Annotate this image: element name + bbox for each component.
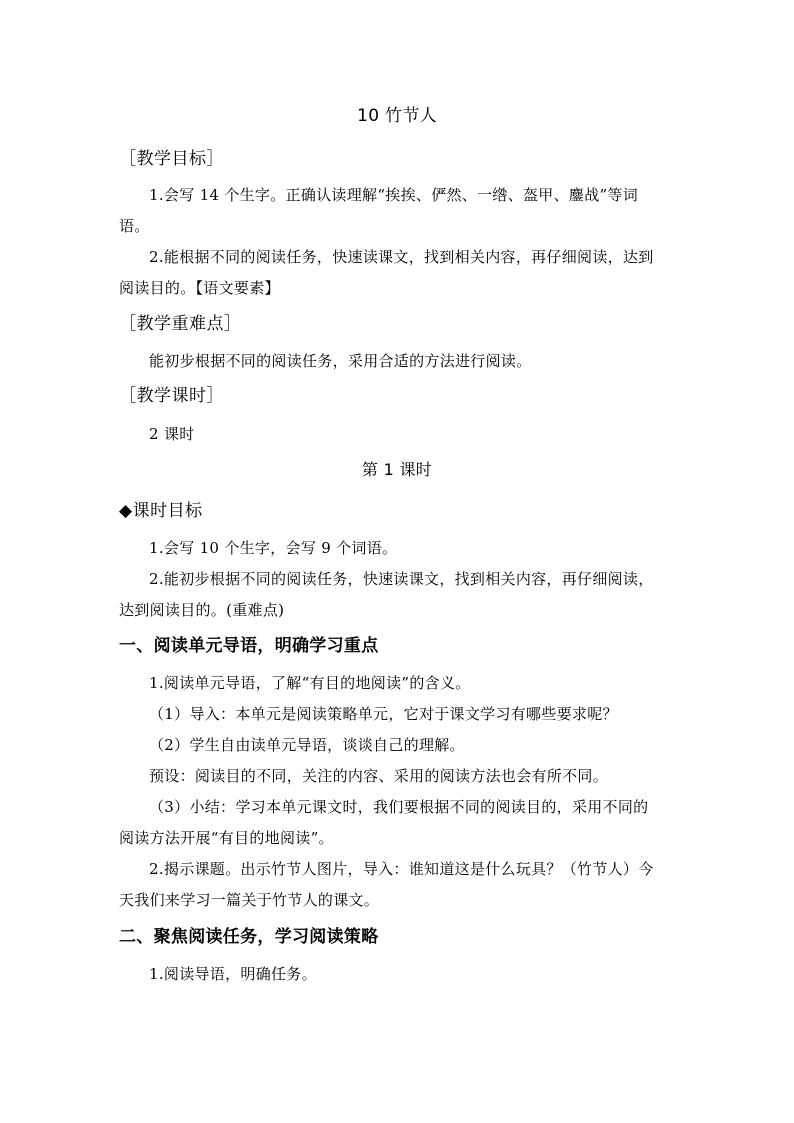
lesson-goal-2-line-1: 2.能初步根据不同的阅读任务，快速读课文，找到相关内容，再仔细阅读， (149, 570, 654, 588)
goal-1-line-2: 语。 (119, 217, 150, 235)
hours-text: 2 课时 (149, 425, 195, 443)
part-2-item-1: 1.阅读导语，明确任务。 (149, 965, 317, 983)
part-1-item-5-line-2: 阅读方法开展“有目的地阅读”。 (119, 829, 334, 847)
part-1-heading: 一、阅读单元导语，明确学习重点 (119, 636, 379, 656)
part-1-item-6-line-1: 2.揭示课题。出示竹节人图片，导入：谁知道这是什么玩具？（竹节人）今 (149, 860, 654, 878)
lesson-goal-2-line-2: 达到阅读目的。(重难点) (119, 601, 285, 619)
goal-1-line-1: 1.会写 14 个生字。正确认读理解“挨挨、俨然、一绺、盔甲、鏖战”等词 (149, 186, 639, 204)
part-1-item-6-line-2: 天我们来学习一篇关于竹节人的课文。 (119, 891, 380, 909)
part-1-item-4: 预设：阅读目的不同，关注的内容、采用的阅读方法也会有所不同。 (149, 767, 609, 785)
lesson-goals-heading: ◆课时目标 (119, 501, 203, 521)
key-points-text: 能初步根据不同的阅读任务，采用合适的方法进行阅读。 (149, 352, 532, 370)
section-heading-key-points: ［教学重难点］ (119, 314, 242, 334)
part-1-item-1: 1.阅读单元导语，了解“有目的地阅读”的含义。 (149, 674, 471, 692)
lesson-goal-1: 1.会写 10 个生字，会写 9 个词语。 (149, 539, 398, 557)
part-1-item-5-line-1: （3）小结：学习本单元课文时，我们要根据不同的阅读目的，采用不同的 (149, 798, 649, 816)
section-heading-goals: ［教学目标］ (119, 149, 224, 169)
lesson-1-title: 第 1 课时 (361, 460, 433, 479)
goal-2-line-1: 2.能根据不同的阅读任务，快速读课文，找到相关内容，再仔细阅读，达到 (149, 248, 654, 266)
part-1-item-2: （1）导入：本单元是阅读策略单元，它对于课文学习有哪些要求呢？ (149, 705, 618, 723)
goal-2-line-2: 阅读目的。【语文要素】 (119, 279, 280, 297)
document-title: 10 竹节人 (357, 106, 437, 126)
part-1-item-3: （2）学生自由读单元导语，谈谈自己的理解。 (149, 736, 465, 754)
part-2-heading: 二、聚焦阅读任务，学习阅读策略 (119, 927, 379, 947)
section-heading-hours: ［教学课时］ (119, 386, 224, 406)
